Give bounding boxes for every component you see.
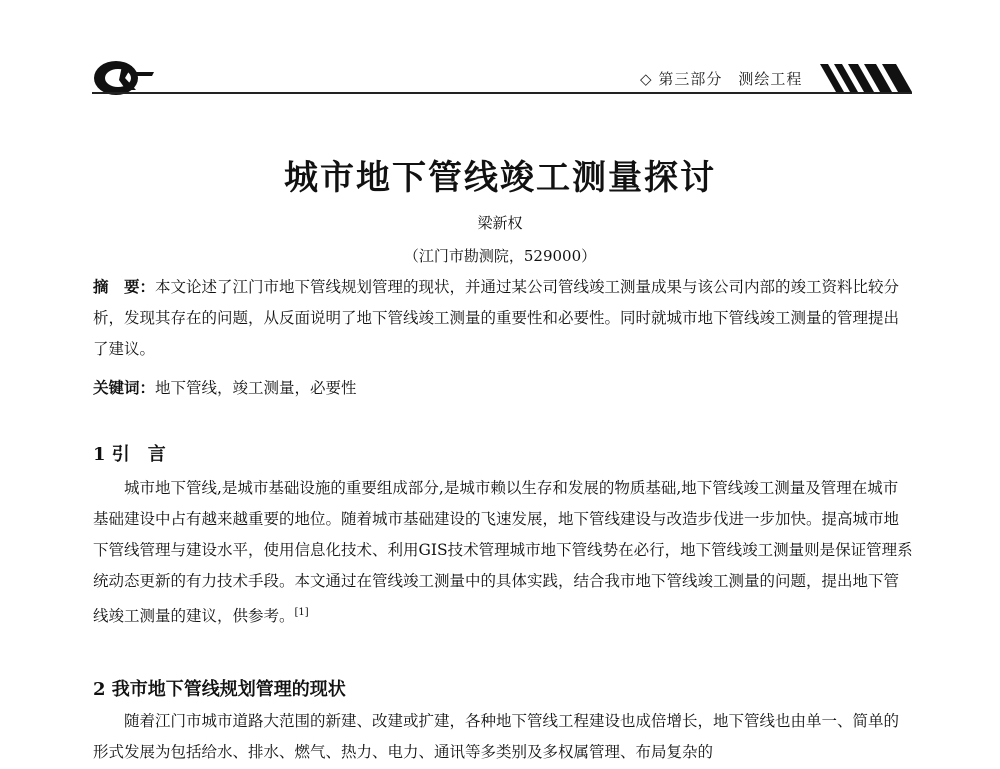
keywords-text: 地下管线，竣工测量，必要性 (155, 379, 357, 397)
diamond-icon: ◇ (640, 70, 653, 88)
section-heading-1: 1 引 言 (93, 444, 166, 465)
abstract-text: 本文论述了江门市地下管线规划管理的现状，并通过某公司管线竣工测量成果与该公司内部的竣工资料比较分析，发现其存在的问题，从反面说明了地下管线竣工测量的重要性和必要性。同时就城市地下管线竣工测量的管理提出了建议。 (93, 278, 900, 358)
decorative-stripes-icon (820, 64, 912, 92)
page-header (0, 0, 1000, 100)
citation-ref[interactable]: [1] (294, 607, 309, 618)
author: 梁新权 (477, 214, 523, 232)
affiliation: （江门市勘测院，529000） (403, 247, 597, 265)
section-text-1: 城市地下管线,是城市基础设施的重要组成部分,是城市赖以生存和发展的物质基础,地下管线竣工测量及管理在城市基础建设中占有越来越重要的地位。随着城市基础建设的飞速发展，地下管线建设与改造步伐进一步加快。提高城市地下管线管理与建设水平，使用信息化技术、利用GIS技术管理城市地下管线势在必行，地下管线竣工测量则是保证管理系统动态更新的有力技术手段。本文通过在管线竣工测量中的具体实践，结合我市地下管线竣工测量的问题，提出地下管线竣工测量的建议，供参考。 (93, 479, 913, 626)
keywords (93, 373, 913, 404)
keywords-label: 关键词： (93, 379, 156, 397)
section-body-2 (93, 706, 913, 768)
abstract-label: 摘 要： (93, 278, 156, 296)
section-heading-2: 2 我市地下管线规划管理的现状 (93, 679, 346, 700)
header-rule (92, 92, 912, 94)
section-body-1 (93, 473, 913, 632)
section-label: 第三部分 测绘工程 (658, 70, 803, 88)
section-text-2: 随着江门市城市道路大范围的新建、改建或扩建，各种地下管线工程建设也成倍增长，地下管线也由单一、简单的形式发展为包括给水、排水、燃气、热力、电力、通讯等多类别及多权属管理、布局复杂的 (93, 712, 900, 761)
section-tag (640, 68, 802, 89)
article-title: 城市地下管线竣工测量探讨 (284, 158, 716, 198)
abstract (93, 272, 913, 365)
